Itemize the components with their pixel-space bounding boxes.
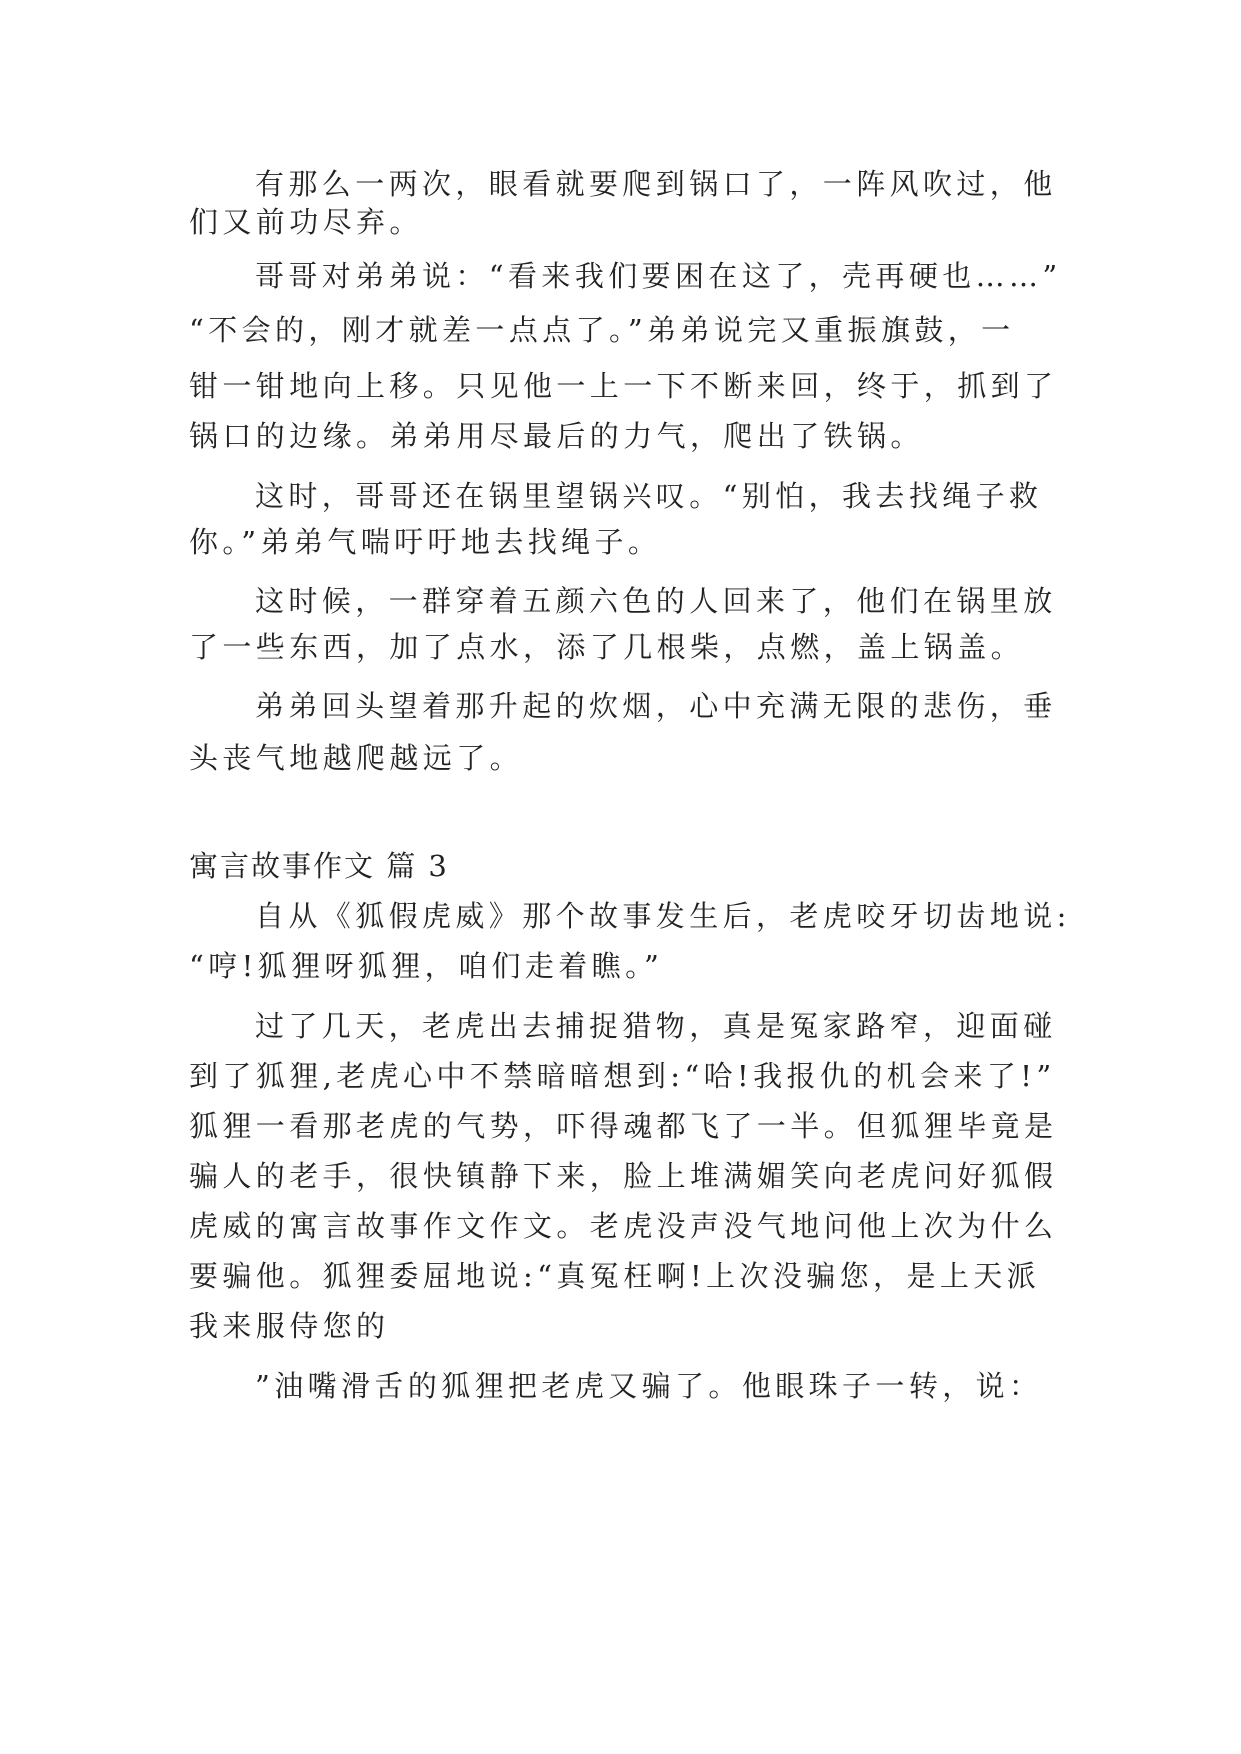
paragraph-line: 过了几天，老虎出去捕捉猎物，真是冤家路窄，迎面碰 (255, 1009, 1057, 1043)
paragraph-line: 头丧气地越爬越远了。 (189, 741, 524, 775)
paragraph-line: 要骗他。狐狸委屈地说:“真冤枉啊!上次没骗您，是上天派 (189, 1259, 1041, 1293)
paragraph-line: 弟弟回头望着那升起的炊烟，心中充满无限的悲伤，垂 (255, 689, 1057, 723)
paragraph-line: 我来服侍您的 (189, 1309, 390, 1343)
paragraph-line: ”油嘴滑舌的狐狸把老虎又骗了。他眼珠子一转，说： (255, 1369, 1043, 1403)
paragraph-line: 这时候，一群穿着五颜六色的人回来了，他们在锅里放 (255, 584, 1057, 618)
paragraph-line: 自从《狐假虎威》那个故事发生后，老虎咬牙切齿地说: (255, 899, 1071, 933)
paragraph-line: 哥哥对弟弟说：“看来我们要困在这了，壳再硬也……” (255, 259, 1062, 293)
paragraph-line: “不会的，刚才就差一点点了。”弟弟说完又重振旗鼓，一 (189, 313, 1015, 347)
paragraph-line: 骗人的老手，很快镇静下来，脸上堆满媚笑向老虎问好狐假 (189, 1159, 1058, 1193)
paragraph-line: 们又前功尽弃。 (189, 205, 423, 239)
paragraph-line: 虎威的寓言故事作文作文。老虎没声没气地问他上次为什么 (189, 1209, 1058, 1243)
paragraph-line: 你。”弟弟气喘吁吁地去找绳子。 (189, 525, 662, 559)
paragraph-line: 了一些东西，加了点水，添了几根柴，点燃，盖上锅盖。 (189, 630, 1025, 664)
paragraph-line: 到了狐狸,老虎心中不禁暗暗想到:“哈!我报仇的机会来了!” (189, 1059, 1056, 1093)
paragraph-line: 狐狸一看那老虎的气势，吓得魂都飞了一半。但狐狸毕竟是 (189, 1109, 1058, 1143)
section-heading: 寓言故事作文 篇 3 (189, 849, 449, 883)
paragraph-line: 钳一钳地向上移。只见他一上一下不断来回，终于，抓到了 (189, 369, 1058, 403)
paragraph-line: 锅口的边缘。弟弟用尽最后的力气，爬出了铁锅。 (189, 419, 924, 453)
paragraph-line: “哼!狐狸呀狐狸，咱们走着瞧。” (189, 949, 664, 983)
paragraph-line: 有那么一两次，眼看就要爬到锅口了，一阵风吹过，他 (255, 167, 1057, 201)
paragraph-line: 这时，哥哥还在锅里望锅兴叹。“别怕，我去找绳子救 (255, 479, 1043, 513)
